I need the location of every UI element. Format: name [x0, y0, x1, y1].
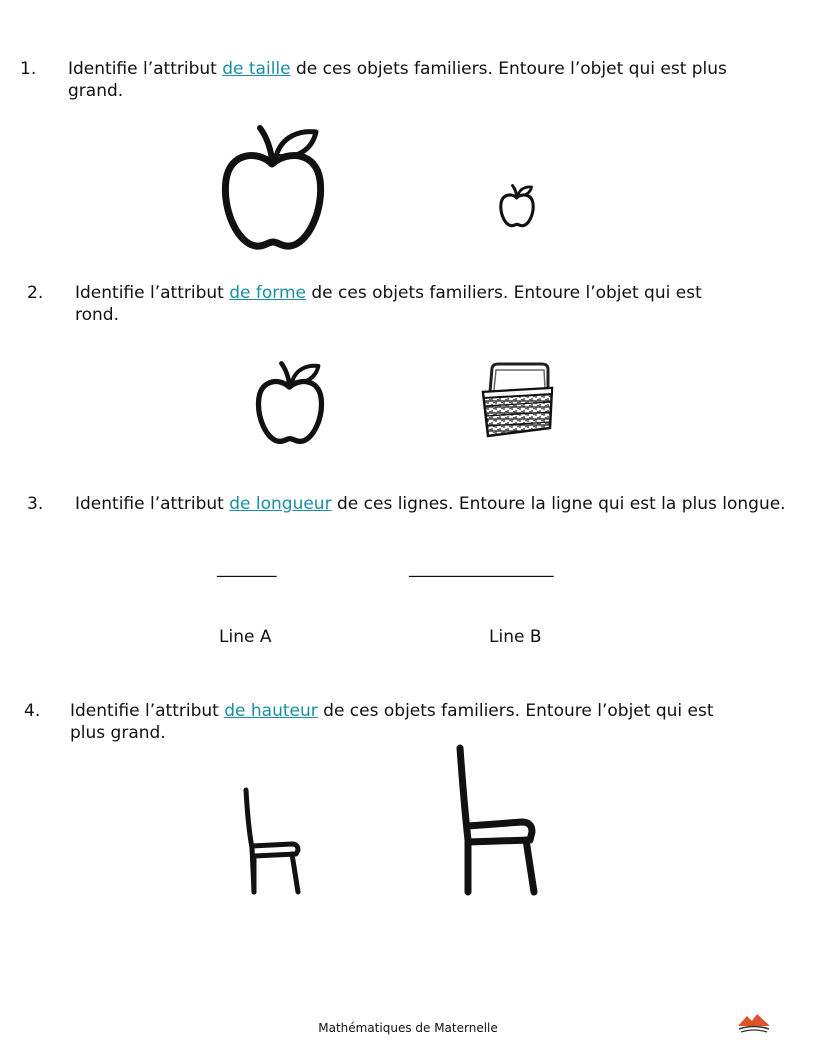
question-4-text	[70, 700, 790, 744]
question-3-number: 3.	[27, 494, 44, 514]
question-4-text-line2: plus grand.	[70, 723, 166, 743]
question-4-text-start: Identifie l’attribut	[70, 701, 225, 721]
question-1-number: 1.	[20, 59, 37, 79]
question-2-number: 2.	[27, 283, 44, 303]
question-4-link[interactable]: de hauteur	[224, 701, 318, 721]
line-a: _______	[217, 558, 277, 578]
question-3-text-end: de ces lignes. Entoure la ligne qui est la plus longue.	[331, 494, 786, 514]
question-2-text	[75, 282, 795, 326]
question-2-text-line2: rond.	[75, 305, 119, 325]
question-1-text-line2: grand.	[68, 81, 124, 101]
small-apple-image	[499, 183, 535, 229]
tall-chair-image	[452, 744, 542, 896]
line-a-label: Line A	[219, 627, 272, 647]
question-4-number: 4.	[24, 701, 41, 721]
round-apple-image	[255, 360, 325, 446]
question-3-text-start: Identifie l’attribut	[75, 494, 230, 514]
question-3-link[interactable]: de longueur	[229, 494, 332, 514]
footer-text: Mathématiques de Maternelle	[318, 1021, 498, 1035]
line-b-label: Line B	[489, 627, 542, 647]
question-2-text-end: de ces objets familiers. Entoure l’objet qui est	[305, 283, 702, 303]
small-chair-image	[240, 786, 306, 896]
question-1-text-start: Identifie l’attribut	[68, 59, 223, 79]
big-apple-image	[220, 124, 326, 252]
question-1-text	[68, 58, 788, 102]
basket-image	[480, 362, 556, 440]
line-b: _________________	[409, 558, 554, 578]
question-2-link[interactable]: de forme	[229, 283, 306, 303]
question-4-text-end: de ces objets familiers. Entoure l’objet qui est	[317, 701, 714, 721]
question-1-text-end: de ces objets familiers. Entoure l’objet qui est plus	[290, 59, 727, 79]
question-1-link[interactable]: de taille	[222, 59, 291, 79]
question-3-text	[75, 493, 815, 515]
mountain-logo-icon	[737, 1012, 771, 1034]
question-2-text-start: Identifie l’attribut	[75, 283, 230, 303]
